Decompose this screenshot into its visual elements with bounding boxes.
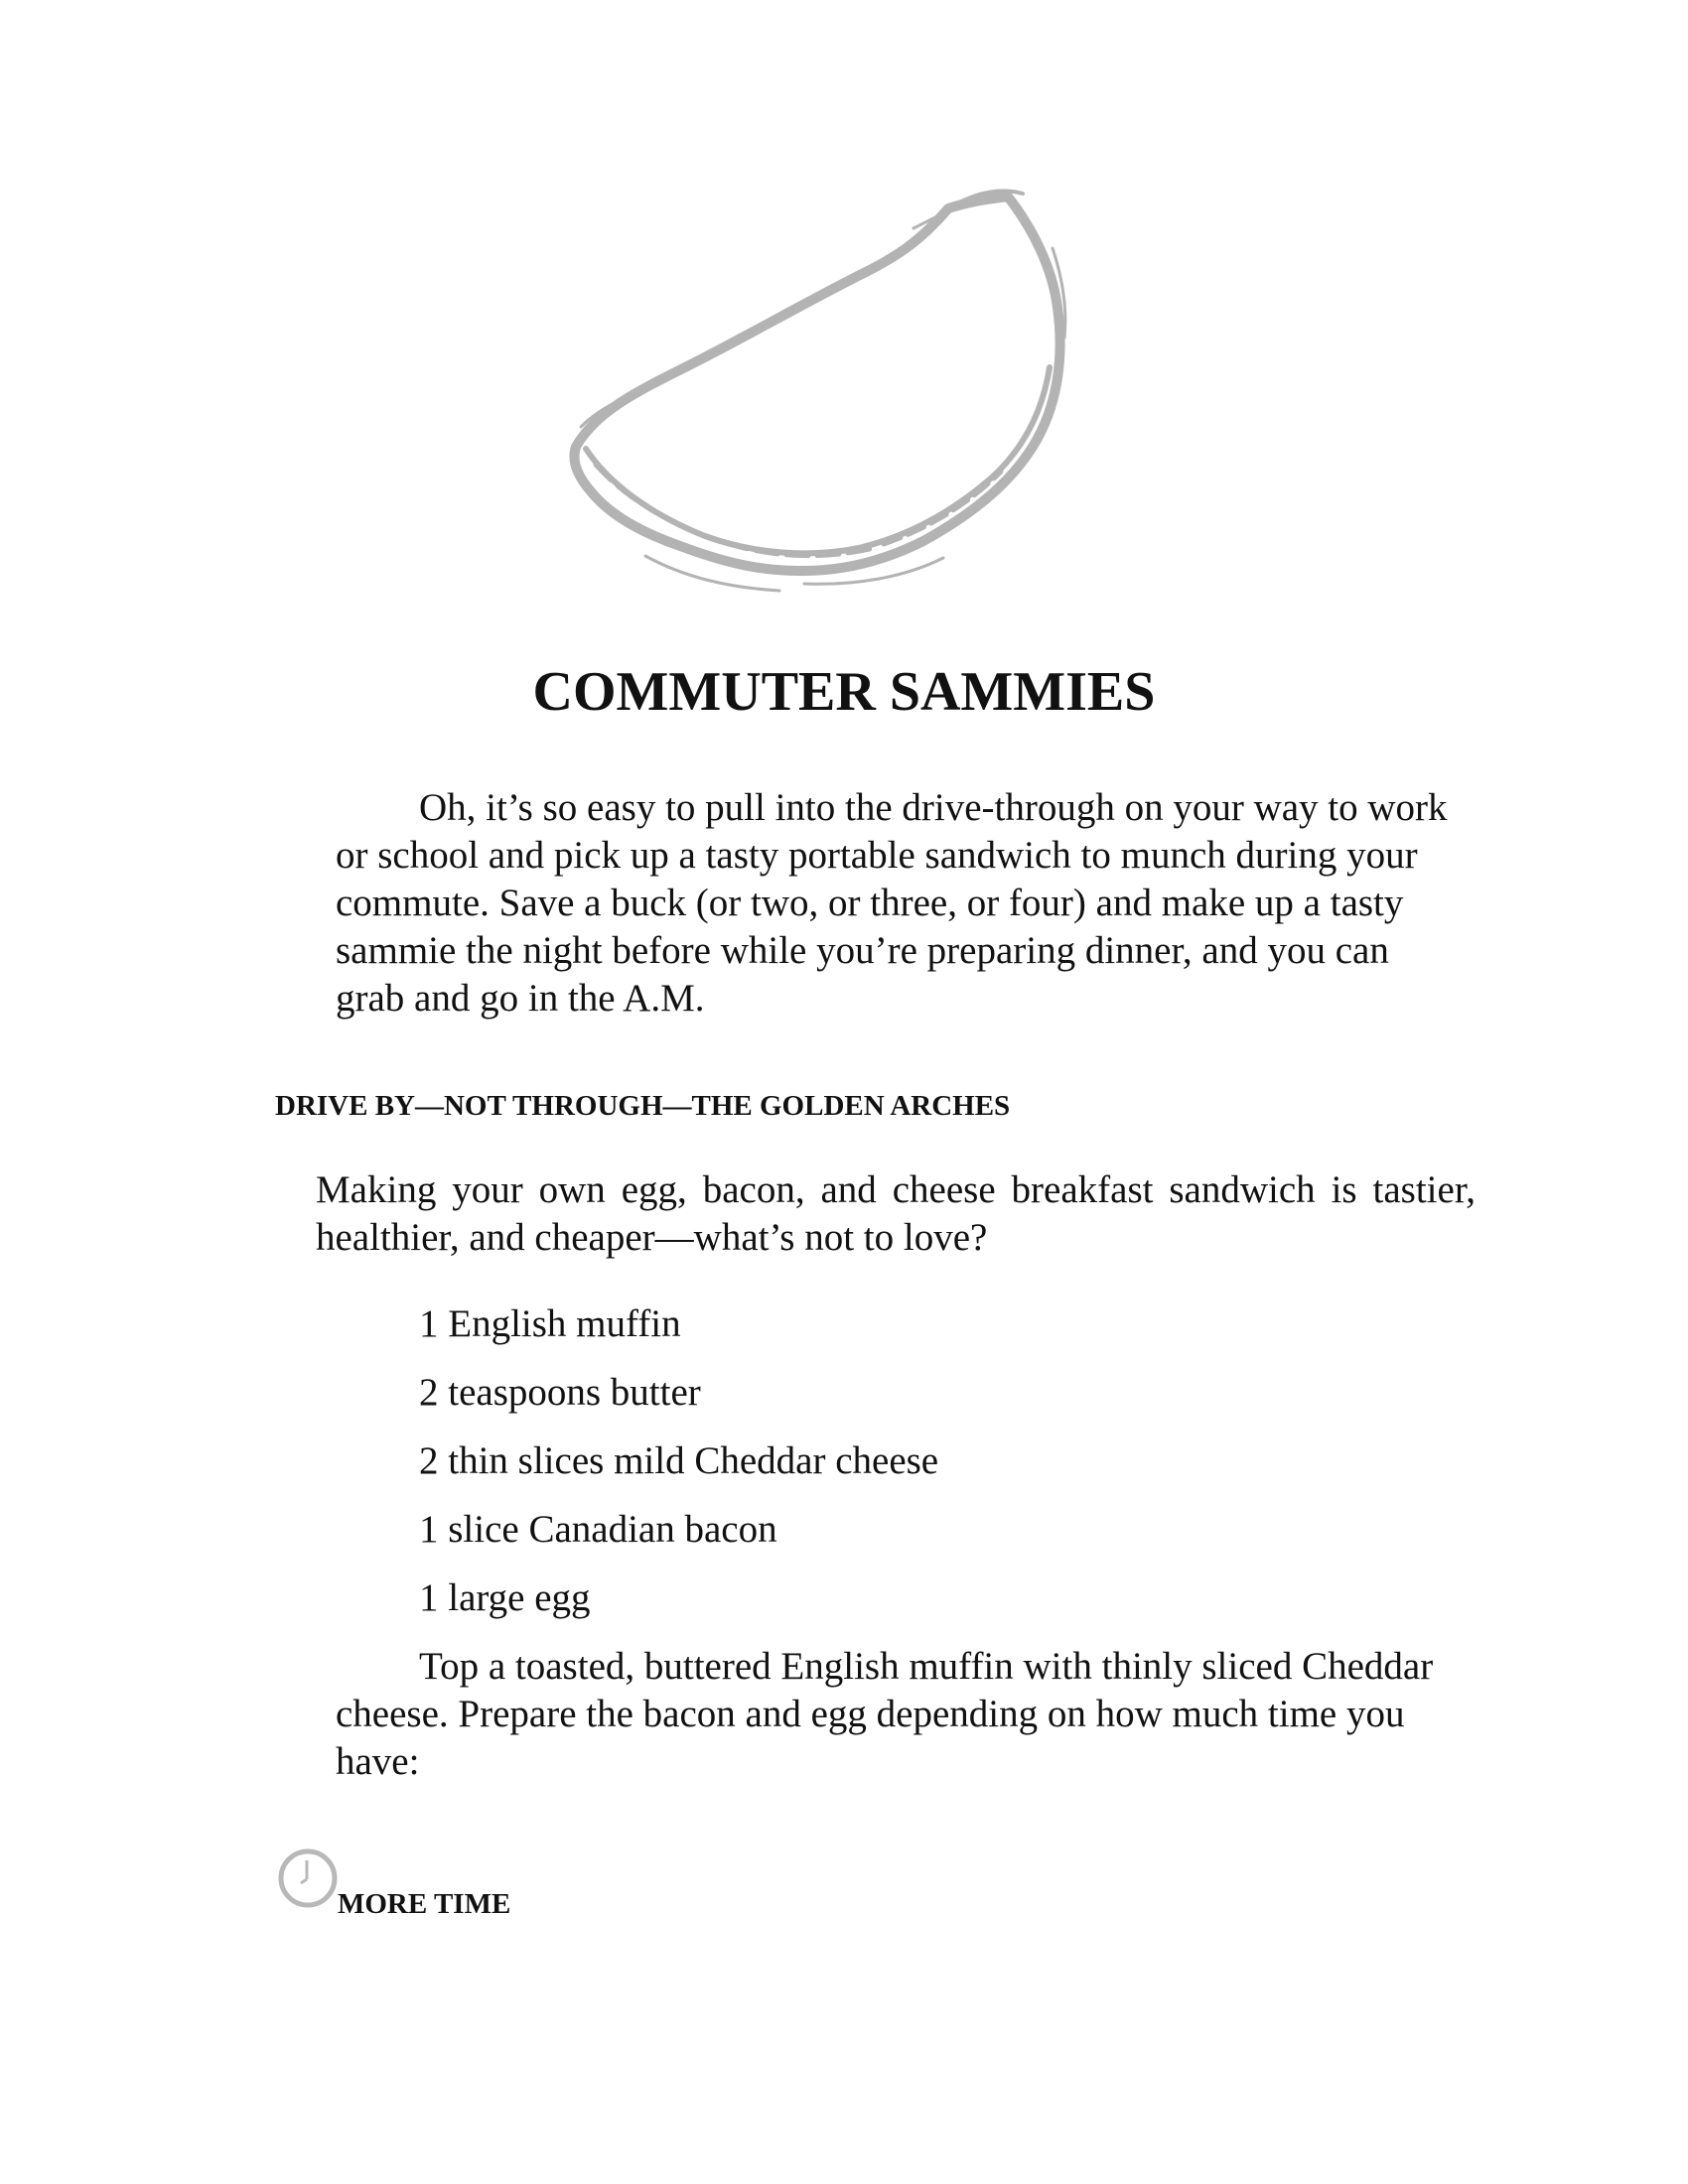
recipe-intro: Making your own egg, bacon, and cheese breakfast sandwich is tastier, healthier, and cheaper—what’s not to love? bbox=[316, 1168, 1476, 1259]
recipe-instructions: Top a toasted, buttered English muffin with thinly sliced Cheddar cheese. Prepare the bacon and egg depending on how much time you have: bbox=[336, 1645, 1434, 1783]
ingredient-item: 1 large egg bbox=[419, 1576, 591, 1619]
intro-paragraph: Oh, it’s so easy to pull into the drive-through on your way to work or school and pick up a tasty portable sandwich to munch during your commute. Save a buck (or two, or three, or four) and make up a tasty sammie the night before while you’re preparing dinner, and you can grab and go in the A.M. bbox=[336, 786, 1448, 1020]
clock-icon bbox=[276, 1846, 340, 1910]
ingredient-item: 1 slice Canadian bacon bbox=[419, 1508, 777, 1551]
recipe-heading: DRIVE BY—NOT THROUGH—THE GOLDEN ARCHES bbox=[275, 1090, 1011, 1122]
sandwich-icon bbox=[556, 189, 1132, 606]
ingredient-item: 2 thin slices mild Cheddar cheese bbox=[419, 1439, 939, 1482]
ingredient-list bbox=[419, 1300, 938, 1643]
ingredient-item: 1 English muffin bbox=[419, 1302, 681, 1345]
more-time-label: MORE TIME bbox=[338, 1888, 511, 1920]
ingredient-item: 2 teaspoons butter bbox=[419, 1371, 701, 1414]
sandwich-illustration bbox=[556, 189, 1132, 606]
page-title: COMMUTER SAMMIES bbox=[532, 661, 1156, 723]
